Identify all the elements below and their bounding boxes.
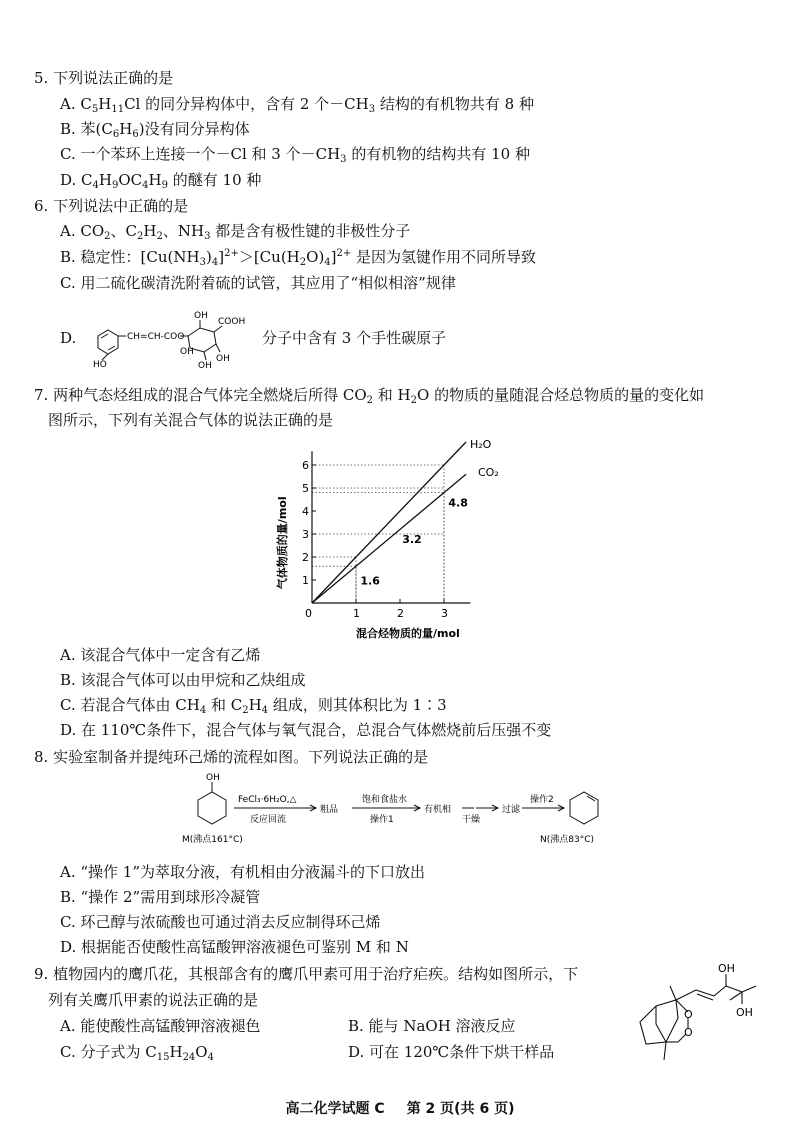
q7-stem-line2: 图所示，下列有关混合气体的说法正确的是 [48,411,334,429]
q7-chart [270,435,530,645]
q6-option-d-label: D. [60,329,77,347]
q8-option-a: A. “操作 1”为萃取分液，有机相由分液漏斗的下口放出 [60,863,426,881]
flow-filter: 过滤 [502,805,521,815]
q6-molecule-diagram [84,308,264,371]
x-axis-title: 混合烃物质的量/mol [356,627,460,640]
flow-dry: 干燥 [462,815,481,825]
q9-option-c: C. 分子式为 $C_{15}H_{24}O_4$ [60,1043,214,1063]
series-line-CO2 [312,474,466,603]
series-label-H2O: H₂O [470,438,492,451]
mol-oh1: OH [718,962,735,975]
q9-option-b: B. 能与 NaOH 溶液反应 [348,1017,516,1035]
series-label-CO2: CO₂ [478,466,499,480]
q7-option-c: C. 若混合气体由 $CH_4$ 和 $C_2H_4$ 组成，则其体积比为 1∶3 [60,696,447,716]
q9-molecule-diagram [630,960,780,1080]
flow-organic: 有机相 [424,805,452,815]
flow-m-label: M(沸点161°C) [182,835,243,845]
annotation-label: 1.6 [360,574,380,588]
q7-option-b: B. 该混合气体可以由甲烷和乙炔组成 [60,671,306,689]
q5-option-b: B. 苯$(C_6H_6)$没有同分异构体 [60,120,250,140]
q8-option-b: B. “操作 2”需用到球形冷凝管 [60,888,261,906]
x-tick-label: 2 [397,607,404,620]
y-tick-label: 6 [302,459,309,472]
q6-option-b: B. 稳定性：$[Cu(NH_3)_4]^{2+}>[Cu(H_2O)_4]^{2+}$ 是因为氢键作用不同所导致 [60,248,537,268]
flow-op1: 操作1 [370,815,394,825]
q7-option-a: A. 该混合气体中一定含有乙烯 [60,646,261,664]
q8-option-c: C. 环己醇与浓硫酸也可通过消去反应制得环己烯 [60,913,381,931]
q9-option-a: A. 能使酸性高锰酸钾溶液褪色 [60,1017,261,1035]
q6-option-c: C. 用二硫化碳清洗附着硫的试管，其应用了“相似相溶”规律 [60,274,456,292]
flow-oh: OH [206,773,220,783]
flow-op2: 操作2 [530,795,554,805]
mol-cooh: COOH [218,317,246,327]
y-axis-title: 气体物质的量/mol [276,496,289,590]
mol-oh-top: OH [194,311,208,321]
x-tick-label: 0 [305,607,312,620]
annotation-label: 4.8 [448,496,468,510]
q8-flow-diagram [178,770,638,860]
mol-oh-b2: OH [216,354,230,364]
flow-reagent: FeCl₃·6H₂O,△ [238,795,297,805]
footer-page: 第 2 页(共 6 页) [406,1101,515,1117]
q6-option-d-text: 分子中含有 3 个手性碳原子 [262,329,447,347]
q6-option-a: A. $CO_2$、$C_2H_2$、$NH_3$ 都是含有极性键的非极性分子 [60,222,411,242]
chart-lines [312,442,466,603]
chart-labels [275,438,499,640]
flow-reflux: 反应回流 [250,815,287,825]
flow-crude: 粗品 [320,805,339,815]
mol-o2: O [684,1026,693,1039]
q5-option-c: C. 一个苯环上连接一个－Cl 和 3 个$-CH_3$ 的有机物的结构共有 10 种 [60,145,530,165]
y-tick-label: 2 [302,551,309,564]
q7-option-d: D. 在 110℃条件下，混合气体与氧气混合，总混合气体燃烧前后压强不变 [60,721,552,739]
q8-option-d: D. 根据能否使酸性高锰酸钾溶液褪色可鉴别 M 和 N [60,938,409,956]
mol-chain-label: CH=CH-COO [127,332,185,342]
y-tick-label: 4 [302,505,309,518]
mol-oh2: OH [736,1006,753,1019]
x-tick-label: 1 [353,607,360,620]
q9-option-d: D. 可在 120℃条件下烘干样品 [348,1043,555,1061]
flow-n-label: N(沸点83°C) [540,835,594,845]
footer-title: 高二化学试题 C [285,1101,385,1117]
x-tick-label: 3 [441,607,448,620]
y-tick-label: 5 [302,482,309,495]
mol-oh-b1: OH [198,361,212,371]
mol-oh-ring: OH [180,347,194,357]
q5-option-d: D. $C_4H_9OC_4H_9$ 的醚有 10 种 [60,171,262,191]
mol-o1: O [684,1008,693,1021]
mol-ho-label: HO [93,360,107,370]
y-tick-label: 3 [302,528,309,541]
y-tick-label: 1 [302,574,309,587]
q5-stem: 5. 下列说法正确的是 [34,69,174,87]
q9-stem-line1: 9. 植物园内的鹰爪花，其根部含有的鹰爪甲素可用于治疗疟疾。结构如图所示，下 [34,965,579,983]
flow-brine: 饱和食盐水 [362,795,408,805]
chart-axes [312,451,470,603]
q5-option-a: A. $C_5H_{11}Cl$ 的同分异构体中，含有 2 个$-CH_3$ 结构的有机物共有 8 种 [60,95,534,115]
q6-stem: 6. 下列说法中正确的是 [34,197,189,215]
series-line-H2O [312,442,466,603]
q8-stem: 8. 实验室制备并提纯环己烯的流程如图。下列说法正确的是 [34,748,429,766]
q9-stem-line2: 列有关鹰爪甲素的说法正确的是 [48,991,259,1009]
annotation-label: 3.2 [402,533,422,547]
q7-stem-line1: 7. 两种气态烃组成的混合气体完全燃烧后所得 $CO_2$ 和 $H_2O$ 的物质的量随混合烃总物质的量的变化如 [34,386,705,406]
page-footer [0,1099,800,1119]
